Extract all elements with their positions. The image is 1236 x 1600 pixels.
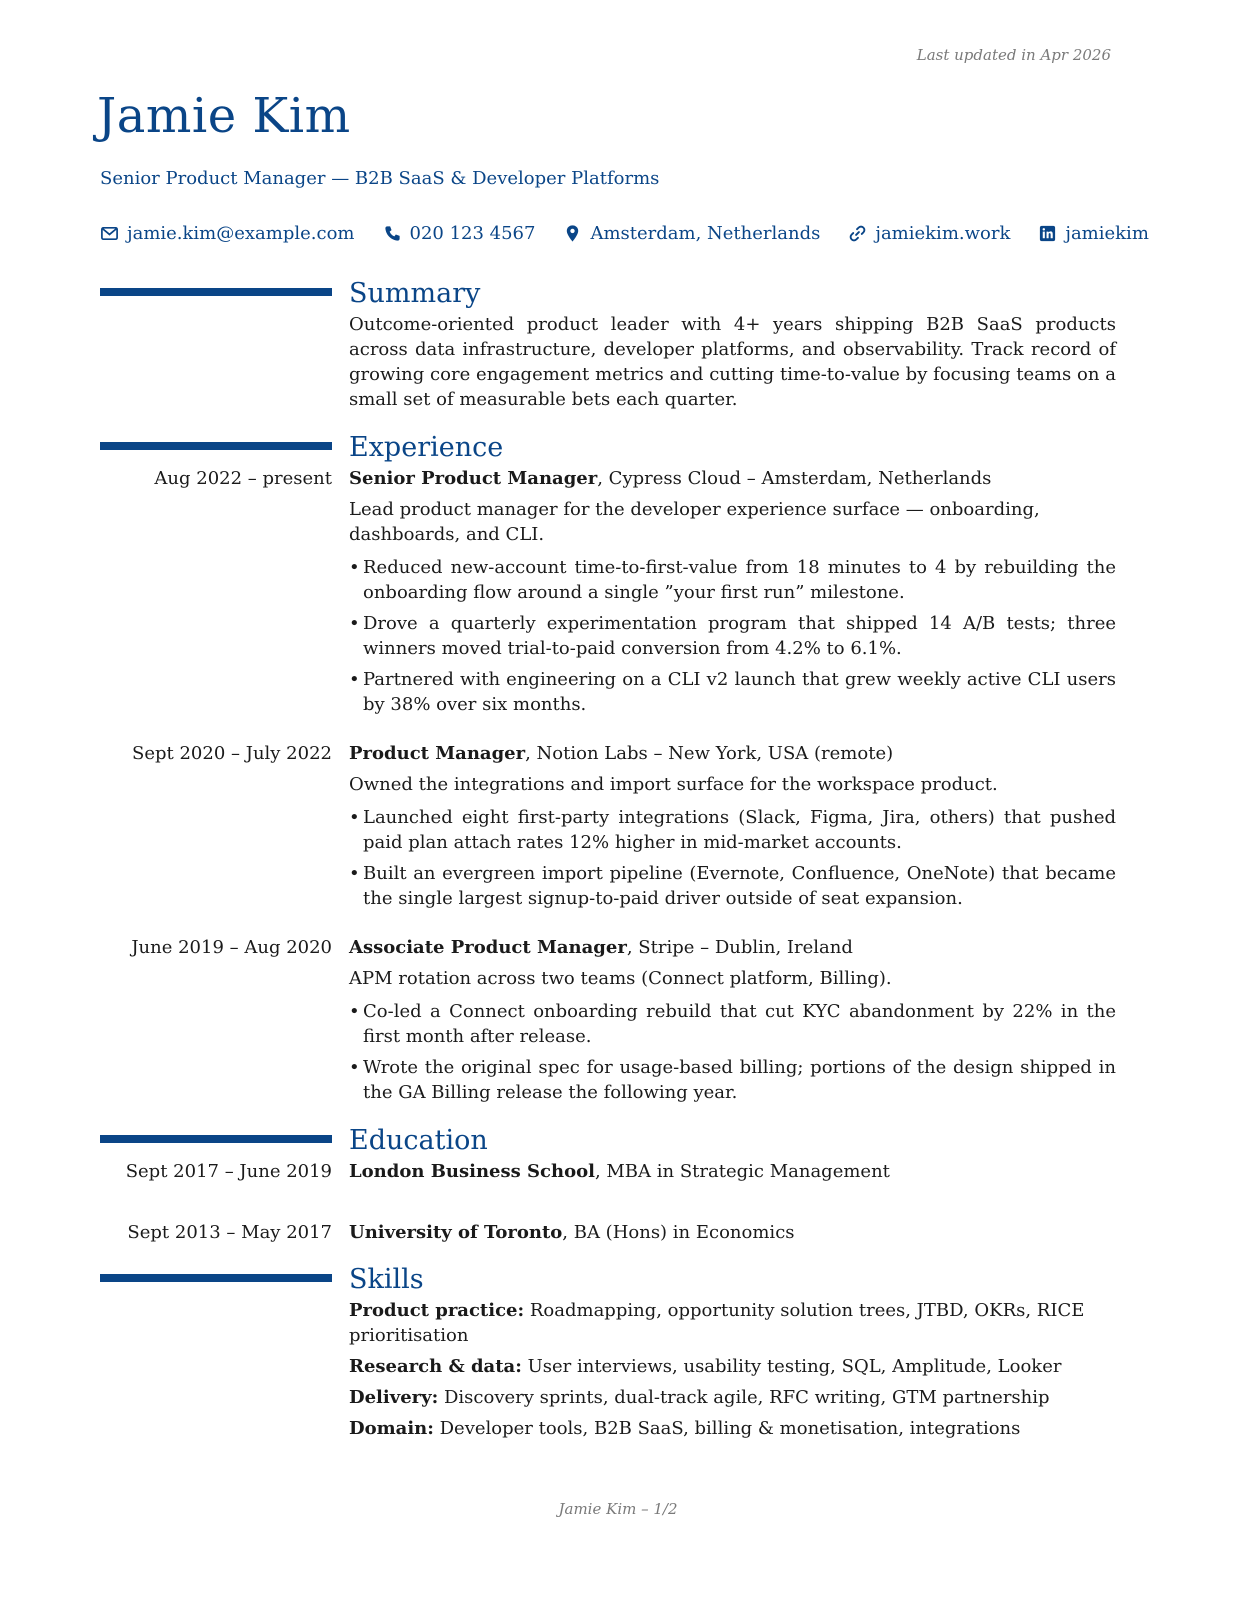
summary-section xyxy=(100,276,1116,412)
job-org: , Cypress Cloud – Amsterdam, Netherlands xyxy=(597,468,992,489)
summary-text: Outcome-oriented product leader with 4+ years shipping B2B SaaS products across data infrastructure, developer platforms, and observability. Track record of growing core engagement metrics and cutting time-to-value by focusing teams on a small set of measurable bets each quarter. xyxy=(349,314,1116,410)
skill-line xyxy=(349,1298,1116,1348)
map-pin-icon xyxy=(563,224,582,243)
list-item: • Wrote the original spec for usage-based billing; portions of the design shipped in the GA Billing release the following year. xyxy=(349,1055,1116,1105)
list-item: • Co-led a Connect onboarding rebuild that cut KYC abandonment by 22% in the first month after release. xyxy=(349,999,1116,1049)
skill-label: Product practice: xyxy=(349,1300,525,1321)
job-role: Product Manager xyxy=(349,743,526,764)
section-header xyxy=(100,1262,1116,1296)
education-entry xyxy=(100,1159,1116,1185)
job-bullets xyxy=(349,805,1116,911)
job-description: APM rotation across two teams (Connect platform, Billing). xyxy=(349,968,892,989)
tagline: Senior Product Manager — B2B SaaS & Developer Platforms xyxy=(100,168,660,189)
job-entry xyxy=(100,466,1116,723)
skill-value: Discovery sprints, dual-track agile, RFC writing, GTM partnership xyxy=(438,1387,1050,1408)
job-heading xyxy=(349,466,1116,492)
section-title-education: Education xyxy=(349,1124,488,1156)
education-section xyxy=(100,1123,1116,1246)
contact-email[interactable] xyxy=(100,223,355,244)
job-org: , Notion Labs – New York, USA (remote) xyxy=(525,743,894,764)
skill-label: Research & data: xyxy=(349,1356,522,1377)
skill-value: Developer tools, B2B SaaS, billing & monetisation, integrations xyxy=(433,1418,1021,1439)
job-role: Senior Product Manager xyxy=(349,468,598,489)
job-org: , Stripe – Dublin, Ireland xyxy=(626,937,853,958)
candidate-name: Jamie Kim xyxy=(97,88,351,144)
email-text[interactable]: jamie.kim@example.com xyxy=(127,223,355,244)
page-footer: Jamie Kim – 1/2 xyxy=(558,1500,678,1518)
section-header xyxy=(100,430,1116,464)
section-rule xyxy=(100,1135,332,1143)
mail-icon xyxy=(100,224,119,243)
linkedin-icon xyxy=(1038,224,1057,243)
skill-label: Delivery: xyxy=(349,1387,439,1408)
job-entry xyxy=(100,741,1116,917)
resume-content xyxy=(100,276,1116,1459)
contact-location xyxy=(563,223,820,244)
job-bullets xyxy=(349,999,1116,1105)
education-entry xyxy=(100,1220,1116,1246)
education-dates: Sept 2013 – May 2017 xyxy=(127,1222,332,1243)
education-school: University of Toronto xyxy=(349,1222,563,1243)
experience-section xyxy=(100,430,1116,1111)
job-bullets xyxy=(349,555,1116,717)
list-item: • Reduced new-account time-to-first-value from 18 minutes to 4 by rebuilding the onboarding flow around a single ”your first run” milestone. xyxy=(349,555,1116,605)
job-heading xyxy=(349,935,1116,961)
skills-section xyxy=(100,1262,1116,1447)
list-item: • Launched eight first-party integrations (Slack, Figma, Jira, others) that pushed paid plan attach rates 12% higher in mid-market accounts. xyxy=(349,805,1116,855)
job-dates: Aug 2022 – present xyxy=(154,468,332,489)
list-item: • Built an evergreen import pipeline (Evernote, Confluence, OneNote) that became the single largest signup-to-paid driver outside of seat expansion. xyxy=(349,861,1116,911)
job-description: Lead product manager for the developer experience surface — onboarding, dashboards, and CLI. xyxy=(349,499,1040,545)
job-entry xyxy=(100,935,1116,1111)
last-updated: Last updated in Apr 2026 xyxy=(916,46,1111,64)
contact-bar xyxy=(100,223,1149,244)
website-text[interactable]: jamiekim.work xyxy=(875,223,1011,244)
section-rule xyxy=(100,442,332,450)
education-dates: Sept 2017 – June 2019 xyxy=(125,1161,332,1182)
section-header xyxy=(100,1123,1116,1157)
contact-phone[interactable] xyxy=(383,223,536,244)
section-rule xyxy=(100,1274,332,1282)
education-degree: , MBA in Strategic Management xyxy=(594,1161,890,1182)
section-title-skills: Skills xyxy=(349,1263,424,1295)
education-degree: , BA (Hons) in Economics xyxy=(562,1222,795,1243)
skill-label: Domain: xyxy=(349,1418,434,1439)
skill-value: Roadmapping, opportunity solution trees, JTBD, OKRs, RICE prioritisation xyxy=(349,1300,1085,1346)
phone-text[interactable]: 020 123 4567 xyxy=(409,223,536,244)
job-heading xyxy=(349,741,1116,767)
job-dates: Sept 2020 – July 2022 xyxy=(132,743,332,764)
job-description: Owned the integrations and import surface for the workspace product. xyxy=(349,774,998,795)
linkedin-text[interactable]: jamiekim xyxy=(1065,223,1149,244)
section-title-experience: Experience xyxy=(349,431,504,463)
phone-icon xyxy=(383,224,402,243)
skill-line xyxy=(349,1354,1116,1379)
job-dates: June 2019 – Aug 2020 xyxy=(131,937,332,958)
skill-line xyxy=(349,1416,1116,1441)
section-rule xyxy=(100,288,332,296)
skill-line xyxy=(349,1385,1116,1410)
skill-value: User interviews, usability testing, SQL, Amplitude, Looker xyxy=(521,1356,1062,1377)
link-icon xyxy=(848,224,867,243)
education-school: London Business School xyxy=(349,1161,595,1182)
contact-linkedin[interactable] xyxy=(1038,223,1149,244)
job-role: Associate Product Manager xyxy=(349,937,627,958)
list-item: • Drove a quarterly experimentation program that shipped 14 A/B tests; three winners moved trial-to-paid conversion from 4.2% to 6.1%. xyxy=(349,611,1116,661)
section-header xyxy=(100,276,1116,310)
list-item: • Partnered with engineering on a CLI v2 launch that grew weekly active CLI users by 38% over six months. xyxy=(349,667,1116,717)
contact-website[interactable] xyxy=(848,223,1010,244)
location-text: Amsterdam, Netherlands xyxy=(590,223,821,244)
section-title-summary: Summary xyxy=(349,277,481,309)
